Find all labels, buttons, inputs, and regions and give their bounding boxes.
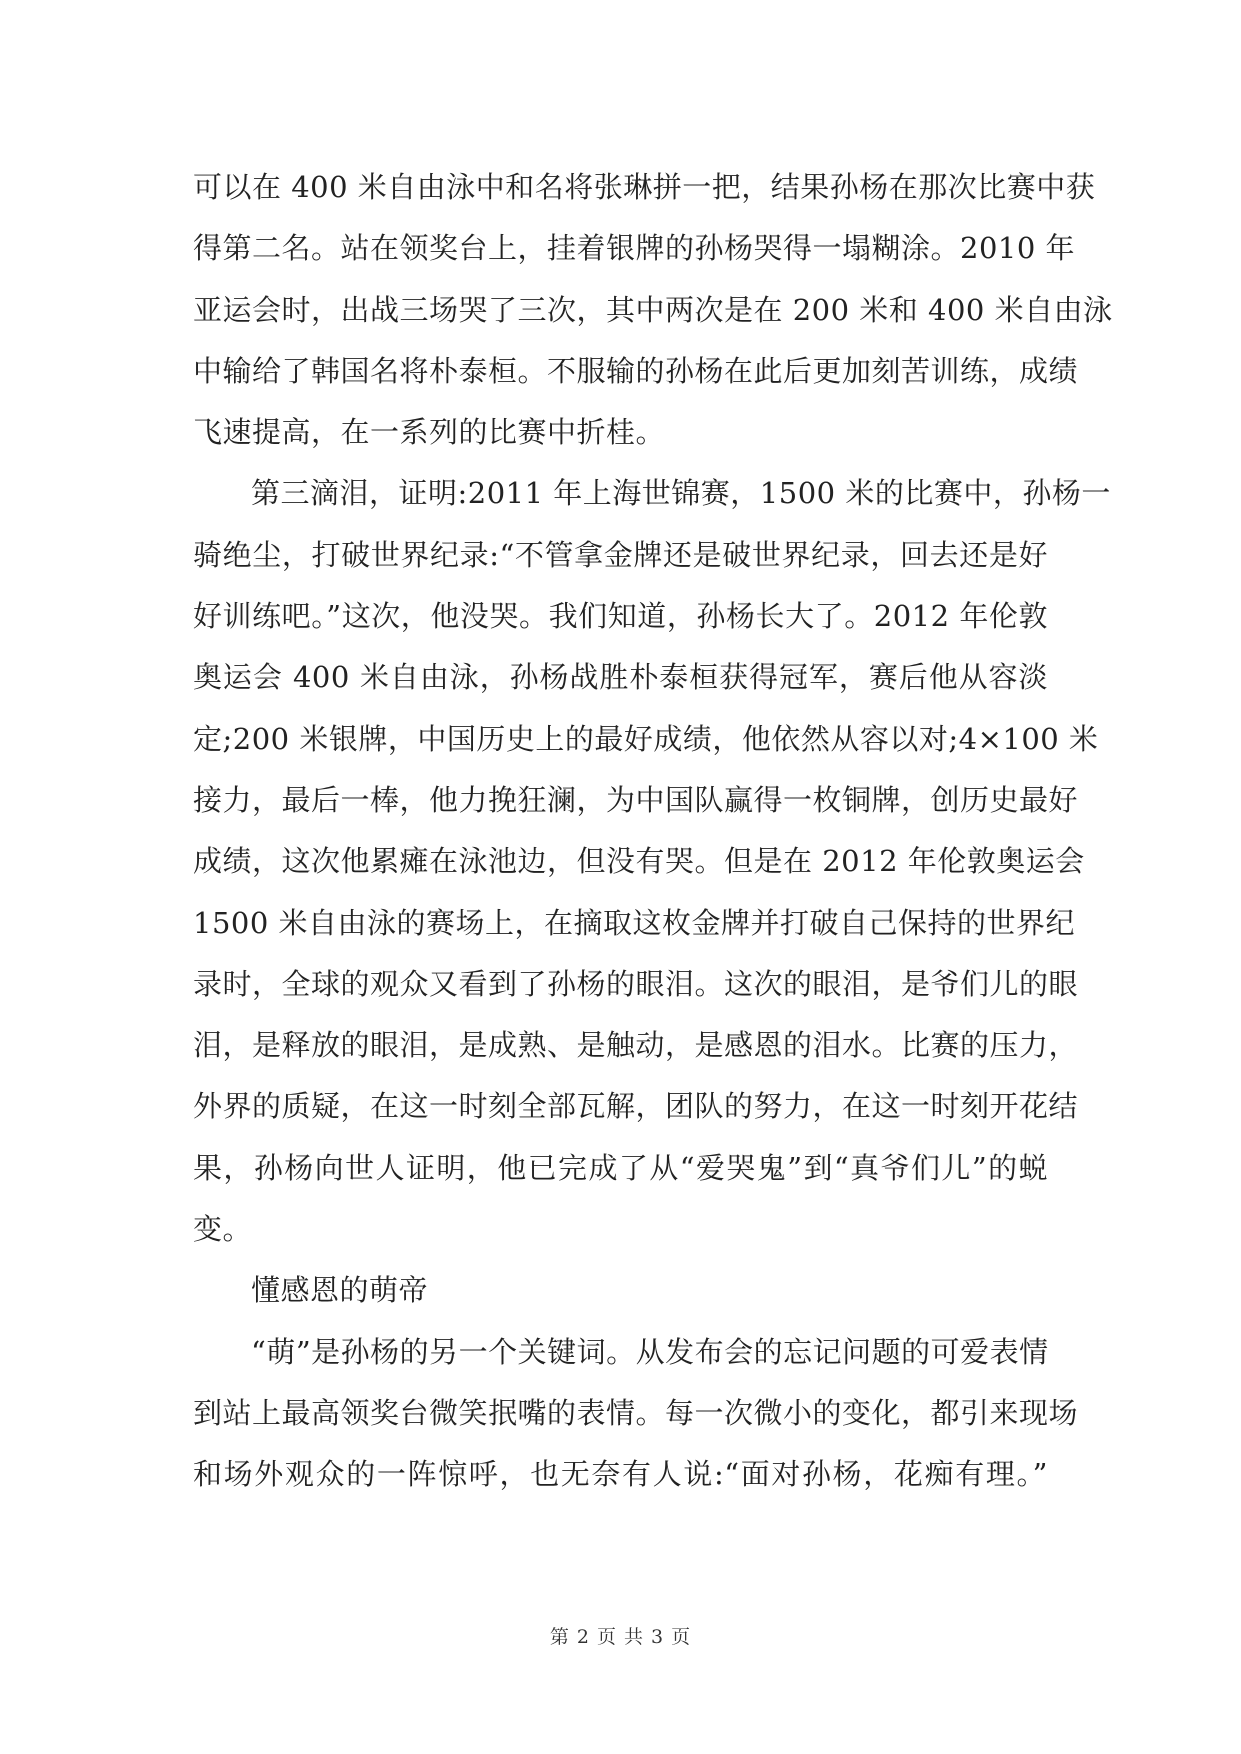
text-line: 中输给了韩国名将朴泰桓。不服输的孙杨在此后更加刻苦训练，成绩 bbox=[193, 353, 1079, 388]
text-line: 懂感恩的萌帝 bbox=[251, 1273, 429, 1308]
text-line: “萌”是孙杨的另一个关键词。从发布会的忘记问题的可爱表情 bbox=[251, 1334, 1049, 1369]
text-line: 接力，最后一棒，他力挽狂澜，为中国队赢得一枚铜牌，创历史最好 bbox=[193, 782, 1079, 817]
page-footer: 第 2 页 共 3 页 bbox=[549, 1626, 692, 1648]
text-line: 和场外观众的一阵惊呼，也无奈有人说:“面对孙杨，花痴有理。” bbox=[193, 1457, 1048, 1492]
text-line: 外界的质疑，在这一时刻全部瓦解，团队的努力，在这一时刻开花结 bbox=[193, 1089, 1079, 1124]
text-line: 可以在 400 米自由泳中和名将张琳拼一把，结果孙杨在那次比赛中获 bbox=[193, 170, 1096, 204]
text-line: 成绩，这次他累瘫在泳池边，但没有哭。但是在 2012 年伦敦奥运会 bbox=[193, 844, 1085, 879]
text-line: 亚运会时，出战三场哭了三次，其中两次是在 200 米和 400 米自由泳 bbox=[193, 292, 1113, 327]
text-line: 骑绝尘，打破世界纪录:“不管拿金牌还是破世界纪录，回去还是好 bbox=[193, 537, 1048, 572]
text-line: 到站上最高领奖台微笑抿嘴的表情。每一次微小的变化，都引来现场 bbox=[193, 1395, 1079, 1430]
text-line: 好训练吧。”这次，他没哭。我们知道，孙杨长大了。2012 年伦敦 bbox=[193, 599, 1048, 634]
text-line: 1500 米自由泳的赛场上，在摘取这枚金牌并打破自己保持的世界纪 bbox=[193, 905, 1076, 940]
text-line: 定;200 米银牌，中国历史上的最好成绩，他依然从容以对;4×100 米 bbox=[193, 721, 1099, 756]
text-line: 得第二名。站在领奖台上，挂着银牌的孙杨哭得一塌糊涂。2010 年 bbox=[193, 231, 1076, 266]
text-line: 果，孙杨向世人证明，他已完成了从“爱哭鬼”到“真爷们儿”的蜕 bbox=[193, 1150, 1048, 1185]
document-body bbox=[193, 157, 1113, 1506]
text-line: 变。 bbox=[193, 1212, 253, 1247]
text-line: 泪，是释放的眼泪，是成熟、是触动，是感恩的泪水。比赛的压力， bbox=[193, 1028, 1079, 1063]
text-line: 第三滴泪，证明:2011 年上海世锦赛，1500 米的比赛中，孙杨一 bbox=[251, 476, 1111, 511]
text-line: 录时，全球的观众又看到了孙杨的眼泪。这次的眼泪，是爷们儿的眼 bbox=[193, 966, 1079, 1001]
text-line: 奥运会 400 米自由泳，孙杨战胜朴泰桓获得冠军，赛后他从容淡 bbox=[193, 660, 1048, 695]
text-line: 飞速提高，在一系列的比赛中折桂。 bbox=[193, 415, 666, 450]
